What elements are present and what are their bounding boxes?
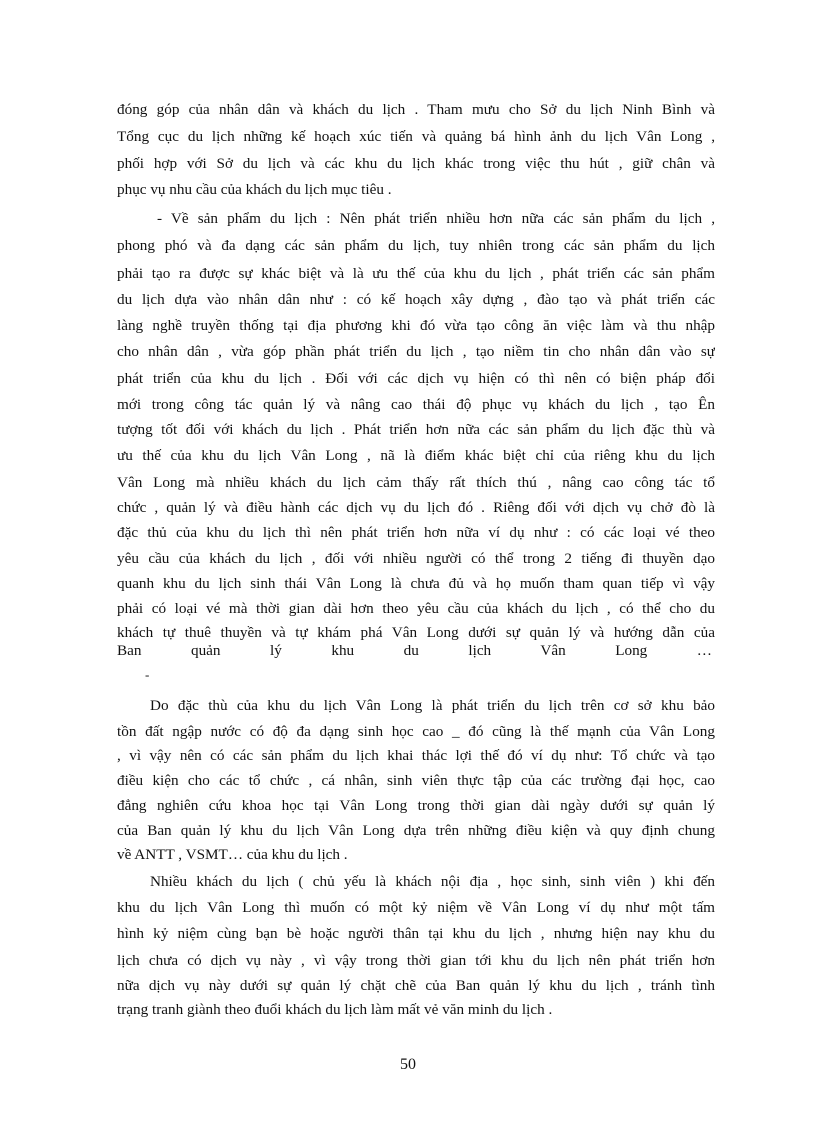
text-line: phối hợp với Sở du lịch và các khu du lịch khác trong việc thu hút , giữ chân và [117,155,715,172]
text-line: đóng góp của nhân dân và khách du lịch . Tham mưu cho Sở du lịch Ninh Bình và [117,101,715,118]
text-line: khu du lịch Vân Long thì muốn có một kỷ niệm về Vân Long ví dụ như một tấm [117,899,715,916]
page-number: 50 [400,1056,416,1073]
text-line: về ANTT , VSMT… của khu du lịch . [117,846,348,863]
text-line: phong phó và đa dạng các sản phẩm du lịch, tuy nhiên trong các sản phẩm du lịch [117,237,715,254]
text-line: điều kiện cho các tổ chức , cá nhân, sinh viên thực tập của các trường đại học, cao [117,772,715,789]
text-line: cho nhân dân , vừa góp phần phát triển du lịch , tạo niềm tin cho nhân dân vào sự [117,343,715,360]
text-line: đặc thủ của khu du lịch thì nên phát triển hơn nữa ví dụ như : có các loại vé theo [117,524,715,541]
text-line: Vân Long mà nhiều khách du lịch cảm thấy rất thích thú , nâng cao công tác tổ [117,474,715,491]
text-line: phát triển của khu du lịch . Đối với các dịch vụ hiện có thì nên có biện pháp đổi [117,370,715,387]
text-line: trạng tranh giành theo đuổi khách du lịch làm mất vẻ văn minh du lịch . [117,1001,553,1018]
text-line: hình kỷ niệm cùng bạn bè hoặc người thân tại khu du lịch , nhưng hiện nay khu du [117,925,715,942]
text-line: yêu cầu của khách du lịch , đối với nhiều người có thể trong 2 tiếng đi thuyền dạo [117,550,715,567]
text-line: mới trong công tác quản lý và nâng cao thái độ phục vụ khách du lịch , tạo Ên [117,396,715,413]
text-line: - Về sản phẩm du lịch : Nên phát triển nhiều hơn nữa các sản phẩm du lịch , [157,210,715,227]
text-line: nữa dịch vụ này dưới sự quản lý chặt chẽ của Ban quản lý khu du lịch , tránh tình [117,977,715,994]
text-line: du lịch dựa vào nhân dân như : có kế hoạch xây dựng , đào tạo và phát triển các [117,291,715,308]
text-line: tồn đất ngập nước có độ đa dạng sinh học cao _ đó cũng là thế mạnh của Vân Long [117,723,715,740]
dash-marker: - [145,667,150,682]
text-line: , vì vậy nên có các sản phẩm du lịch khai thác lợi thế đó ví dụ như: Tổ chức và tạo [117,747,715,764]
text-line: ưu thế của khu du lịch Vân Long , nã là điểm khác biệt chỉ của riêng khu du lịch [117,447,715,464]
text-line: phải tạo ra được sự khác biệt và là ưu thế của khu du lịch , phát triển các sản phẩm [117,265,715,282]
text-line: phục vụ nhu cầu của khách du lịch mục tiêu . [117,181,392,198]
text-line: làng nghề truyền thống tại địa phương khi đó vừa tạo công ăn việc làm và thu nhập [117,317,715,334]
text-line: Ban quản lý khu du lịch Vân Long … [117,642,712,659]
text-line: Tổng cục du lịch những kế hoạch xúc tiến và quảng bá hình ảnh du lịch Vân Long , [117,128,715,145]
text-line: phải có loại vé mà thời gian dài hơn theo yêu cầu của khách du lịch , có thể cho du [117,600,715,617]
text-line: khách tự thuê thuyền và tự khám phá Vân Long dưới sự quản lý và hướng dẫn của [117,624,715,641]
text-line: chức , quản lý và điều hành các dịch vụ du lịch đó . Riêng đối với dịch vụ chở đò là [117,499,715,516]
text-line: tượng tốt đối với khách du lịch . Phát triển hơn nữa các sản phẩm du lịch đặc thù và [117,421,715,438]
text-line: quanh khu du lịch sinh thái Vân Long là chưa đủ và họ muốn tham quan tiếp vì vậy [117,575,715,592]
text-line: Do đặc thù của khu du lịch Vân Long là phát triển du lịch trên cơ sở khu bảo [150,697,715,714]
text-line: đẳng nghiên cứu khoa học tại Vân Long trong thời gian dài ngày dưới sự quản lý [117,797,715,814]
text-line: lịch chưa có dịch vụ này , vì vậy trong thời gian tới khu du lịch nên phát triển hơn [117,952,715,969]
text-line: Nhiều khách du lịch ( chủ yếu là khách nội địa , học sinh, sinh viên ) khi đến [150,873,715,890]
text-line: của Ban quản lý khu du lịch Vân Long dựa trên những điều kiện và quy định chung [117,822,715,839]
